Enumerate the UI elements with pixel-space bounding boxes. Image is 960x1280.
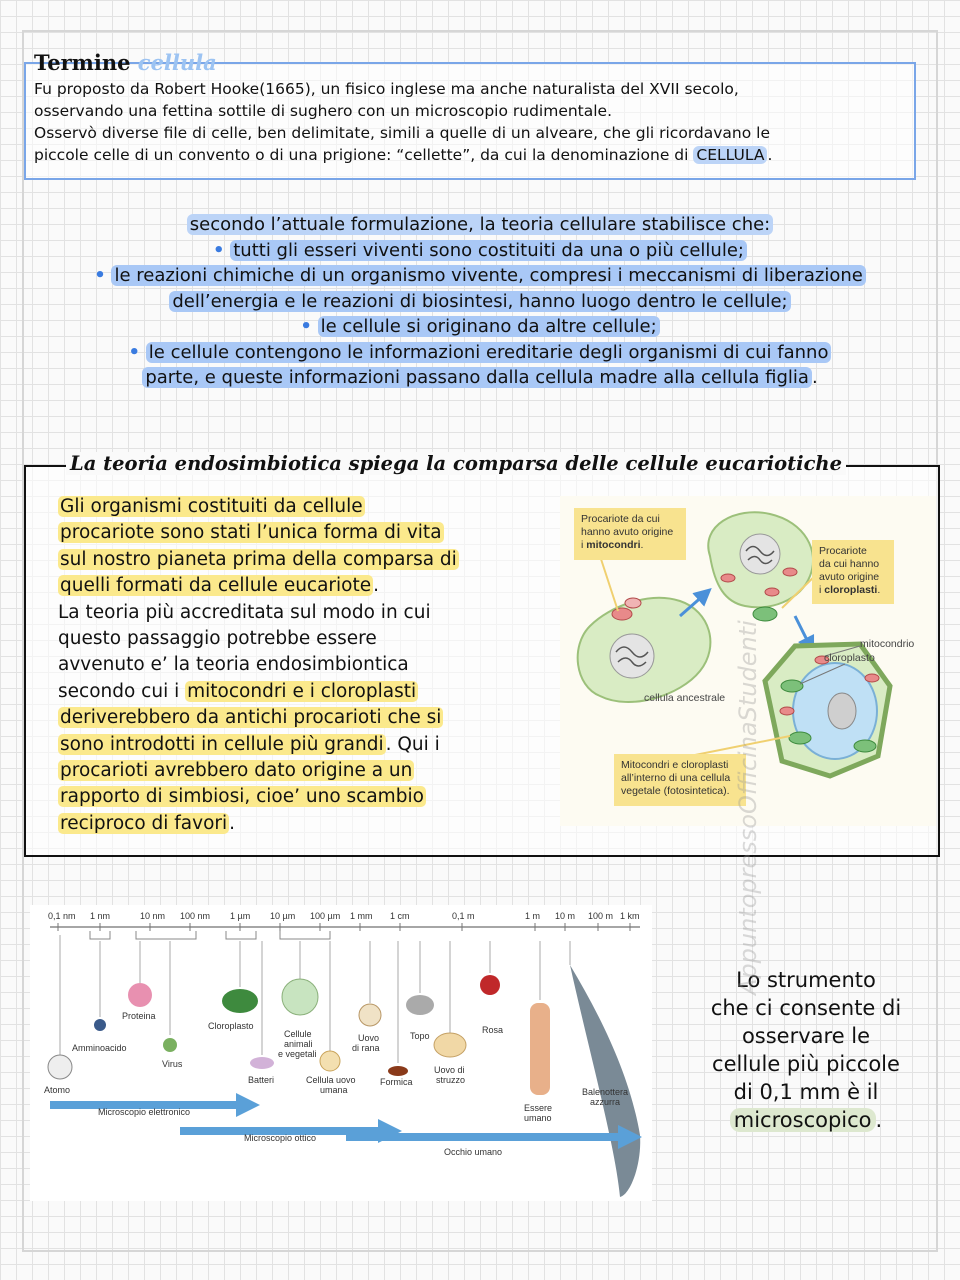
label-cellule-a: Cellule: [284, 1029, 312, 1039]
svg-text:umana: umana: [320, 1085, 348, 1095]
scale-tick-label: 1 mm: [350, 911, 373, 921]
cell-term-line4: piccole celle di un convento o di una prigione: “cellette”, da cui la denominazione di CELLULA .: [34, 146, 773, 164]
label-occhio-umano: Occhio umano: [444, 1147, 503, 1157]
svg-text:animali: animali: [284, 1039, 313, 1049]
frog-egg-icon: [359, 1004, 381, 1026]
label-ancestral-cell: cellula ancestrale: [644, 692, 726, 704]
label-proteina: Proteina: [122, 1011, 156, 1021]
label-formica: Formica: [380, 1077, 413, 1087]
scale-tick-label: 100 µm: [310, 911, 341, 921]
scale-tick-label: 0,1 nm: [48, 911, 76, 921]
endosymbiosis-title: La teoria endosimbiotica spiega la comparsa delle cellule eucariotiche: [66, 452, 846, 475]
label-rosa: Rosa: [482, 1025, 504, 1035]
rose-icon: [480, 975, 500, 995]
scale-tick-label: 1 cm: [390, 911, 410, 921]
theory-point-2-cont: dell’energia e le reazioni di biosintesi, hanno luogo dentro le cellule;: [24, 289, 936, 315]
bullet-icon: •: [94, 265, 106, 286]
size-scale-figure: [30, 905, 652, 1201]
svg-text:e vegetali: e vegetali: [278, 1049, 317, 1059]
hooke-name: Robert Hooke: [154, 80, 260, 98]
bacteria-icon: [250, 1057, 274, 1069]
chloroplast-icon: [222, 989, 258, 1013]
cell-term-line2: osservando una fettina sottile di sughero con un microscopio rudimentale.: [34, 102, 613, 120]
theory-point-4: • le cellule contengono le informazioni ereditarie degli organismi di cui fanno: [24, 340, 936, 366]
svg-text:AppuntopressoOfficinaStudenti: AppuntopressoOfficinaStudenti: [734, 620, 762, 995]
scale-tick-label: 1 m: [525, 911, 541, 921]
label-batteri: Batteri: [248, 1075, 275, 1085]
theory-intro: secondo l’attuale formulazione, la teoria cellulare stabilisce che:: [24, 212, 936, 238]
watermark: [728, 600, 768, 1000]
ostrich-egg-icon: [434, 1033, 466, 1057]
label-uovo-struzzo: Uovo di: [434, 1065, 465, 1075]
amino-acid-icon: [94, 1019, 106, 1031]
label-chloroplast: cloroplasto: [824, 652, 875, 664]
mouse-icon: [406, 995, 434, 1015]
svg-text:di rana: di rana: [352, 1043, 380, 1053]
bullet-icon: •: [213, 239, 225, 261]
svg-text:umano: umano: [524, 1113, 552, 1123]
label-cloroplasto: Cloroplasto: [208, 1021, 254, 1031]
label-virus: Virus: [162, 1059, 183, 1069]
label-mitochondrion: mitocondrio: [860, 638, 915, 650]
cell-term-title: [34, 50, 217, 75]
human-icon: [530, 1003, 550, 1095]
cell-term-line3: Osservò diverse file di celle, ben delimitate, simili a quelle di un alveare, che gli ricordavano le: [34, 124, 771, 142]
label-microscopio-ottico: Microscopio ottico: [244, 1133, 317, 1143]
protein-icon: [128, 983, 152, 1007]
label-balenottera: Balenottera: [582, 1087, 629, 1097]
endosymbiosis-paragraph: Gli organismi costituiti da cellule procariote sono stati l’unica forma di vita sul nostro pianeta prima della comparsa di quelli formati da cellule eucariote . La teoria più accreditata sul modo in cui questo passaggio potrebbe essere avvenuto e’ la teoria endosimbiontica secondo cui i mitocondri e i cloroplasti deriverebbero da antichi procarioti che si sono introdotti in cellule più grandi . Qui i procarioti avrebbero dato origine a un rapporto di simbiosi, cioe’ uno scambio reciproco di favori .: [58, 496, 457, 834]
theory-point-4-cont: parte, e queste informazioni passano dalla cellula madre alla cellula figlia .: [24, 365, 936, 391]
theory-point-2: • le reazioni chimiche di un organismo vivente, compresi i meccanismi di liberazione: [24, 263, 936, 289]
scale-tick-label: 1 km: [620, 911, 640, 921]
callout-mitochondria: Procariote da cui hanno avuto origine i mitocondri.: [574, 508, 686, 560]
term-cellula-highlight: CELLULA: [693, 146, 767, 164]
cells-icon: [282, 979, 318, 1015]
scale-tick-label: 1 µm: [230, 911, 251, 921]
svg-text:struzzo: struzzo: [436, 1075, 466, 1085]
label-atomo: Atomo: [44, 1085, 71, 1095]
cell-term-line1: Fu proposto da Robert Hooke(1665), un fisico inglese ma anche naturalista del XVII secolo,: [34, 80, 739, 98]
callout-chloroplasts: Procariote da cui hanno avuto origine i cloroplasti.: [812, 540, 894, 604]
label-topo: Topo: [410, 1031, 430, 1041]
bullet-icon: •: [300, 316, 312, 337]
scale-tick-label: 100 nm: [180, 911, 211, 921]
title-bold: Termine: [34, 50, 131, 75]
label-cellula-uovo: Cellula uovo: [306, 1075, 356, 1085]
label-microscopio-elettronico: Microscopio elettronico: [98, 1107, 191, 1117]
label-essere-umano: Essere: [524, 1103, 553, 1113]
label-uovo-rana: Uovo: [358, 1033, 380, 1043]
human-egg-icon: [320, 1051, 340, 1071]
cell-term-paragraph: [34, 78, 904, 166]
scale-tick-label: 0,1 m: [452, 911, 475, 921]
svg-text:azzurra: azzurra: [590, 1097, 621, 1107]
cell-theory-block: [24, 212, 936, 391]
atom-icon: [48, 1055, 72, 1079]
scale-tick-label: 10 nm: [140, 911, 166, 921]
scale-tick-label: 10 µm: [270, 911, 296, 921]
scale-tick-label: 100 m: [588, 911, 614, 921]
whale-icon: [570, 965, 640, 1197]
size-scale-illustration: [30, 905, 652, 1201]
ant-icon: [388, 1066, 408, 1076]
nucleus-shape: [610, 634, 654, 678]
label-amminoacido: Amminoacido: [72, 1043, 127, 1053]
scale-tick-label: 1 nm: [90, 911, 111, 921]
callout-plant-cell: Mitocondri e cloroplasti all’interno di una cellula vegetale (fotosintetica).: [614, 754, 746, 806]
theory-point-1: • tutti gli esseri viventi sono costituiti da una o più cellule;: [24, 238, 936, 264]
prokaryote-mito-shape: [612, 608, 632, 620]
bullet-icon: •: [128, 341, 141, 363]
microscope-term-highlight: microscopico: [730, 1108, 876, 1132]
scale-tick-label: 10 m: [555, 911, 576, 921]
theory-point-3: • le cellule si originano da altre cellule;: [24, 314, 936, 340]
title-accent: cellula: [137, 50, 217, 75]
virus-icon: [163, 1038, 177, 1052]
microscope-note: Lo strumento che ci consente di osservare le cellule più piccole di 0,1 mm è il microscopico .: [710, 968, 902, 1132]
